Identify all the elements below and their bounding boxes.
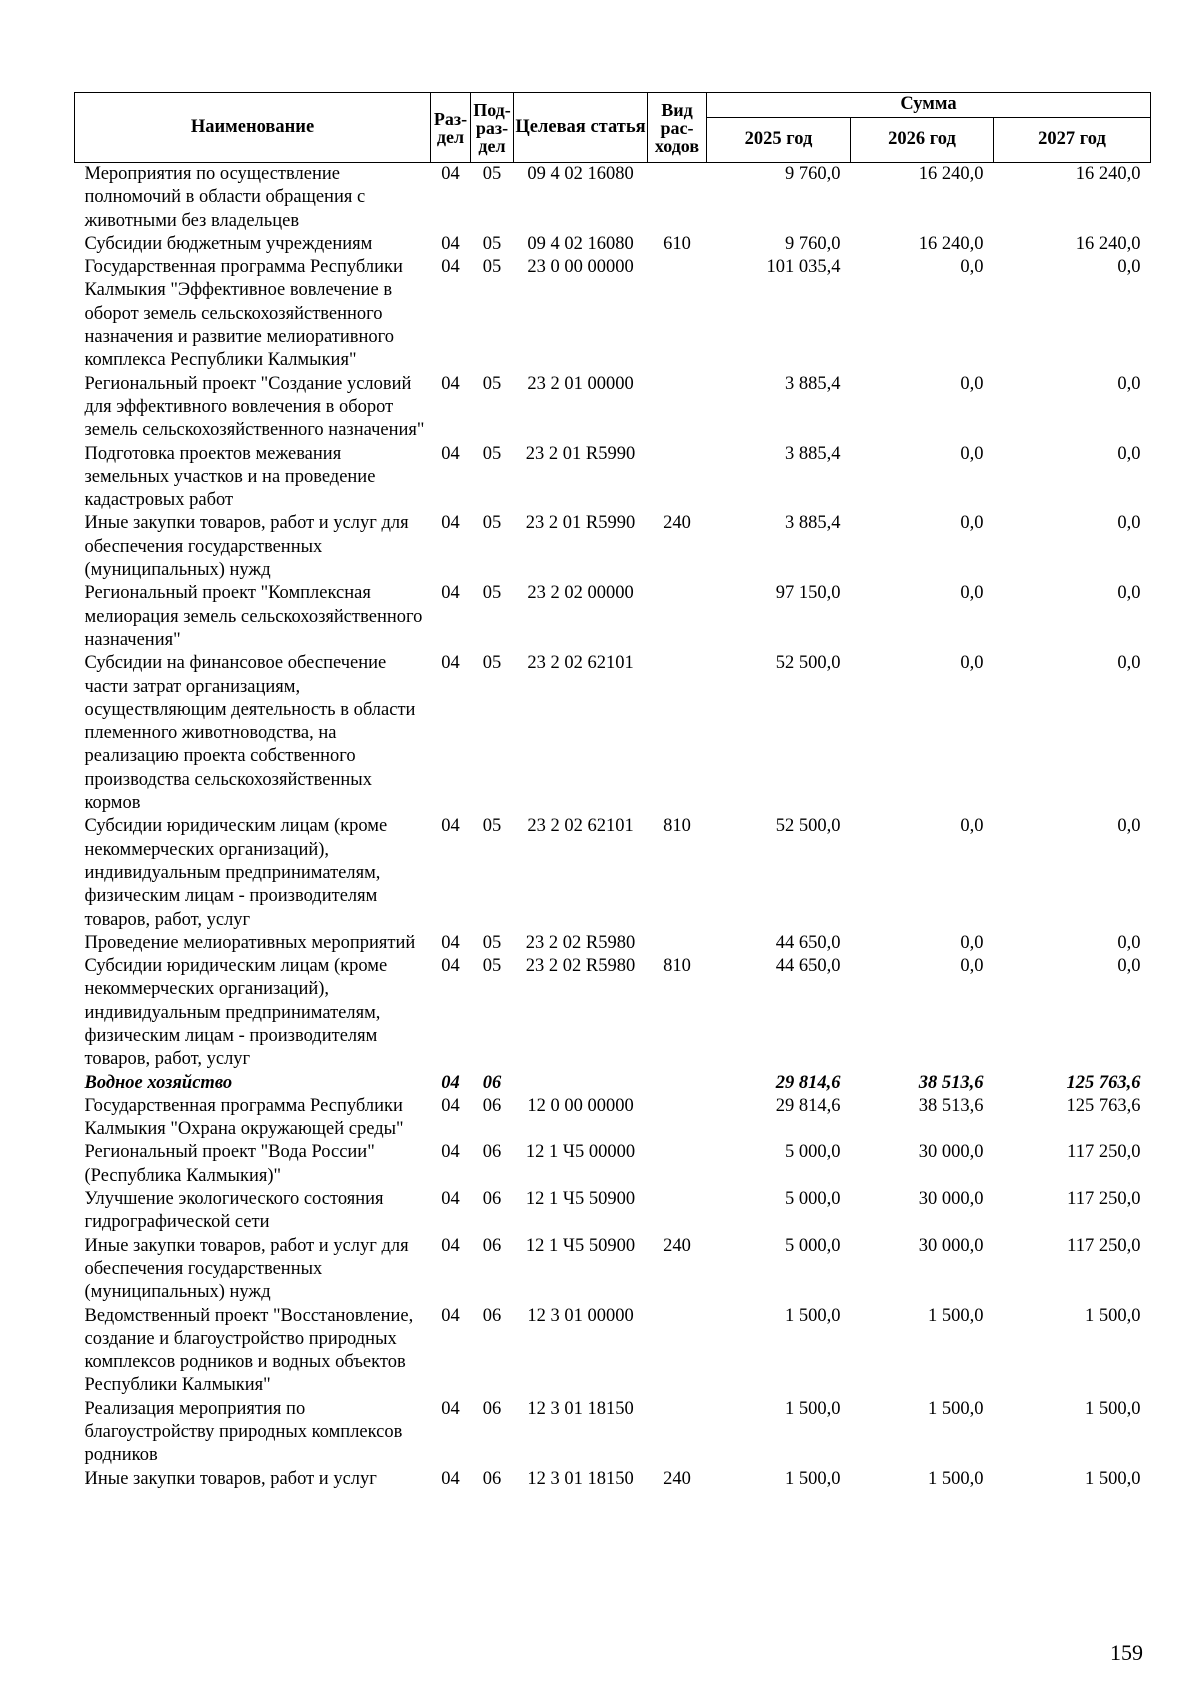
cell-vid bbox=[648, 652, 707, 815]
cell-2026: 38 513,6 bbox=[918, 1095, 984, 1116]
cell-razdel: 04 bbox=[441, 373, 460, 394]
cell-name: Региональный проект "Комплексная мелиорация земель сельскохозяйственного назначения" bbox=[84, 583, 423, 650]
cell-2025: 44 650,0 bbox=[775, 932, 841, 953]
cell-razdel: 04 bbox=[441, 1305, 460, 1326]
cell-podrazdel: 05 bbox=[482, 257, 502, 278]
cell-2026: 0,0 bbox=[960, 653, 984, 674]
cell-2025: 1 500,0 bbox=[785, 1305, 841, 1326]
cell-2025: 44 650,0 bbox=[775, 956, 841, 977]
cell-vid bbox=[648, 1398, 707, 1468]
cell-razdel: 04 bbox=[441, 164, 460, 184]
table-row bbox=[75, 233, 1151, 256]
table-row bbox=[75, 1095, 1151, 1142]
cell-podrazdel: 05 bbox=[482, 583, 502, 604]
cell-2025: 9 760,0 bbox=[785, 233, 841, 254]
table-row bbox=[75, 1305, 1151, 1398]
cell-target: 12 1 Ч5 00000 bbox=[525, 1142, 636, 1163]
cell-vid bbox=[648, 373, 707, 443]
cell-podrazdel: 06 bbox=[482, 1142, 502, 1163]
cell-podrazdel: 06 bbox=[482, 1095, 502, 1116]
cell-name: Региональный проект "Вода России" (Республика Калмыкия)" bbox=[84, 1142, 375, 1186]
cell-2027: 1 500,0 bbox=[1085, 1305, 1141, 1326]
col-header-2025: 2025 год bbox=[707, 118, 851, 163]
budget-table-sheet bbox=[74, 92, 1150, 1491]
table-row bbox=[75, 652, 1151, 815]
cell-2027: 16 240,0 bbox=[1075, 233, 1141, 254]
col-header-2027: 2027 год bbox=[994, 118, 1151, 163]
cell-target: 23 2 02 R5980 bbox=[525, 932, 636, 953]
table-row bbox=[75, 932, 1151, 955]
cell-vid: 610 bbox=[663, 233, 691, 254]
table-row bbox=[75, 582, 1151, 652]
table-row bbox=[75, 1468, 1151, 1491]
cell-podrazdel: 06 bbox=[482, 1189, 502, 1210]
cell-razdel: 04 bbox=[441, 653, 460, 674]
cell-2027: 0,0 bbox=[1117, 956, 1141, 977]
cell-target: 23 2 01 R5990 bbox=[525, 513, 636, 534]
cell-target: 12 3 01 18150 bbox=[527, 1468, 634, 1489]
cell-vid: 810 bbox=[663, 816, 691, 837]
col-header-target: Целевая статья bbox=[514, 93, 648, 163]
cell-razdel: 04 bbox=[441, 583, 460, 604]
cell-2026: 30 000,0 bbox=[918, 1142, 984, 1163]
cell-target: 09 4 02 16080 bbox=[527, 233, 634, 254]
cell-razdel: 04 bbox=[441, 1095, 460, 1116]
cell-razdel: 04 bbox=[441, 257, 460, 278]
cell-vid bbox=[648, 163, 707, 233]
cell-2025: 29 814,6 bbox=[775, 1072, 841, 1093]
cell-2026: 16 240,0 bbox=[918, 233, 984, 254]
cell-2026: 16 240,0 bbox=[918, 164, 984, 184]
cell-2027: 0,0 bbox=[1117, 373, 1141, 394]
cell-2026: 1 500,0 bbox=[928, 1398, 984, 1419]
col-header-razdel: Раз-дел bbox=[431, 93, 471, 163]
cell-target: 12 1 Ч5 50900 bbox=[525, 1189, 636, 1210]
cell-target: 12 3 01 18150 bbox=[527, 1398, 634, 1419]
cell-2026: 0,0 bbox=[960, 932, 984, 953]
cell-2026: 1 500,0 bbox=[928, 1468, 984, 1489]
cell-vid bbox=[648, 256, 707, 372]
cell-2027: 0,0 bbox=[1117, 583, 1141, 604]
cell-2027: 117 250,0 bbox=[1067, 1189, 1141, 1210]
cell-name: Иные закупки товаров, работ и услуг bbox=[84, 1468, 377, 1489]
table-row bbox=[75, 443, 1151, 513]
cell-2025: 97 150,0 bbox=[775, 583, 841, 604]
cell-podrazdel: 05 bbox=[482, 956, 502, 977]
table-row bbox=[75, 1235, 1151, 1305]
cell-target: 23 2 02 62101 bbox=[527, 816, 634, 837]
col-header-vid: Вид рас-ходов bbox=[648, 93, 707, 163]
table-header bbox=[75, 93, 1151, 163]
cell-name: Субсидии юридическим лицам (кроме некоммерческих организаций), индивидуальным предпринимателям, физическим лицам - производителям товаров, работ, услуг bbox=[84, 816, 388, 930]
cell-2025: 29 814,6 bbox=[775, 1095, 841, 1116]
cell-razdel: 04 bbox=[441, 1142, 460, 1163]
cell-podrazdel: 06 bbox=[482, 1072, 502, 1093]
cell-razdel: 04 bbox=[441, 932, 460, 953]
table-row bbox=[75, 1072, 1151, 1095]
cell-vid bbox=[648, 443, 707, 513]
cell-target: 12 3 01 00000 bbox=[527, 1305, 634, 1326]
cell-2026: 0,0 bbox=[960, 816, 984, 837]
cell-2027: 16 240,0 bbox=[1075, 164, 1141, 184]
cell-2025: 3 885,4 bbox=[785, 373, 841, 394]
cell-2027: 117 250,0 bbox=[1067, 1235, 1141, 1256]
cell-target: 23 2 01 00000 bbox=[527, 373, 634, 394]
cell-2025: 101 035,4 bbox=[766, 257, 841, 278]
cell-2027: 0,0 bbox=[1117, 443, 1141, 464]
cell-2027: 117 250,0 bbox=[1067, 1142, 1141, 1163]
cell-name: Мероприятия по осуществление полномочий в области обращения с животными без владельцев bbox=[84, 164, 366, 231]
cell-podrazdel: 06 bbox=[482, 1235, 502, 1256]
cell-name: Субсидии юридическим лицам (кроме некоммерческих организаций), индивидуальным предпринимателям, физическим лицам - производителям товаров, работ, услуг bbox=[84, 956, 388, 1070]
cell-name: Подготовка проектов межевания земельных участков и на проведение кадастровых работ bbox=[84, 443, 376, 511]
cell-2025: 3 885,4 bbox=[785, 513, 841, 534]
cell-2027: 1 500,0 bbox=[1085, 1468, 1141, 1489]
cell-vid bbox=[648, 1072, 707, 1095]
cell-target: 23 2 02 00000 bbox=[527, 583, 634, 604]
cell-2025: 5 000,0 bbox=[785, 1189, 841, 1210]
cell-razdel: 04 bbox=[441, 233, 460, 254]
cell-2026: 30 000,0 bbox=[918, 1189, 984, 1210]
cell-vid: 810 bbox=[663, 956, 691, 977]
cell-2026: 0,0 bbox=[960, 257, 984, 278]
cell-razdel: 04 bbox=[441, 513, 460, 534]
cell-podrazdel: 05 bbox=[482, 443, 502, 464]
cell-vid bbox=[648, 1305, 707, 1398]
cell-2027: 1 500,0 bbox=[1085, 1398, 1141, 1419]
cell-2025: 1 500,0 bbox=[785, 1468, 841, 1489]
cell-vid bbox=[648, 582, 707, 652]
col-header-name: Наименование bbox=[75, 93, 431, 163]
cell-target: 23 2 02 62101 bbox=[527, 653, 634, 674]
col-header-2026: 2026 год bbox=[851, 118, 994, 163]
cell-razdel: 04 bbox=[441, 956, 460, 977]
table-row bbox=[75, 1398, 1151, 1468]
table-body bbox=[75, 163, 1151, 1491]
cell-2027: 125 763,6 bbox=[1066, 1095, 1141, 1116]
cell-vid: 240 bbox=[663, 1235, 691, 1256]
cell-podrazdel: 05 bbox=[482, 233, 502, 254]
cell-target: 12 1 Ч5 50900 bbox=[525, 1235, 636, 1256]
cell-podrazdel: 05 bbox=[482, 653, 502, 674]
cell-vid bbox=[648, 1095, 707, 1142]
cell-podrazdel: 05 bbox=[482, 513, 502, 534]
cell-2025: 1 500,0 bbox=[785, 1398, 841, 1419]
page-number: 159 bbox=[1110, 1640, 1143, 1665]
cell-2026: 30 000,0 bbox=[918, 1235, 984, 1256]
cell-name: Государственная программа Республики Калмыкия "Эффективное вовлечение в оборот земель сельскохозяйственного назначения и развитие мелиоративного комплекса Республики Калмыкия" bbox=[84, 257, 403, 371]
cell-name: Субсидии бюджетным учреждениям bbox=[84, 233, 373, 254]
table-row bbox=[75, 1141, 1151, 1188]
cell-2025: 9 760,0 bbox=[785, 164, 841, 184]
cell-2027: 0,0 bbox=[1117, 257, 1141, 278]
cell-razdel: 04 bbox=[441, 1235, 460, 1256]
cell-name: Улучшение экологического состояния гидрографической сети bbox=[84, 1189, 384, 1233]
cell-2027: 125 763,6 bbox=[1066, 1072, 1141, 1093]
table-row bbox=[75, 815, 1151, 931]
cell-2025: 52 500,0 bbox=[775, 816, 841, 837]
table-row bbox=[75, 163, 1151, 233]
col-header-podrazdel: Под-раз-дел bbox=[471, 93, 514, 163]
cell-target: 23 0 00 00000 bbox=[527, 257, 634, 278]
cell-2025: 5 000,0 bbox=[785, 1235, 841, 1256]
cell-2027: 0,0 bbox=[1117, 513, 1141, 534]
cell-2026: 0,0 bbox=[960, 583, 984, 604]
cell-vid bbox=[648, 932, 707, 955]
cell-name: Государственная программа Республики Калмыкия "Охрана окружающей среды" bbox=[84, 1095, 404, 1140]
table-row bbox=[75, 512, 1151, 582]
cell-2025: 3 885,4 bbox=[785, 443, 841, 464]
cell-2026: 38 513,6 bbox=[918, 1072, 984, 1093]
cell-target: 12 0 00 00000 bbox=[527, 1095, 634, 1116]
cell-podrazdel: 06 bbox=[482, 1398, 502, 1419]
cell-name: Иные закупки товаров, работ и услуг для обеспечения государственных (муниципальных) нужд bbox=[84, 1235, 409, 1303]
cell-name: Иные закупки товаров, работ и услуг для обеспечения государственных (муниципальных) нужд bbox=[84, 513, 409, 581]
cell-2027: 0,0 bbox=[1117, 653, 1141, 674]
cell-name: Субсидии на финансовое обеспечение части затрат организациям, осуществляющим деятельность в области племенного животноводства, на реализацию проекта собственного производства сельскохозяйственных кормов bbox=[84, 653, 416, 814]
cell-podrazdel: 06 bbox=[482, 1468, 502, 1489]
cell-razdel: 04 bbox=[441, 1468, 460, 1489]
cell-name: Региональный проект "Создание условий для эффективного вовлечения в оборот земель сельскохозяйственного назначения" bbox=[84, 373, 425, 441]
cell-2025: 5 000,0 bbox=[785, 1142, 841, 1163]
cell-2026: 1 500,0 bbox=[928, 1305, 984, 1326]
cell-vid: 240 bbox=[663, 513, 691, 534]
table-row bbox=[75, 256, 1151, 372]
cell-vid bbox=[648, 1188, 707, 1235]
cell-name: Водное хозяйство bbox=[84, 1072, 233, 1093]
cell-2026: 0,0 bbox=[960, 513, 984, 534]
cell-2026: 0,0 bbox=[960, 443, 984, 464]
cell-name: Ведомственный проект "Восстановление, создание и благоустройство природных комплексов родников и водных объектов Республики Калмыкия" bbox=[84, 1305, 414, 1396]
cell-2025: 52 500,0 bbox=[775, 653, 841, 674]
cell-2026: 0,0 bbox=[960, 373, 984, 394]
cell-podrazdel: 05 bbox=[482, 932, 502, 953]
cell-podrazdel: 05 bbox=[482, 164, 502, 184]
cell-2026: 0,0 bbox=[960, 956, 984, 977]
cell-razdel: 04 bbox=[441, 1189, 460, 1210]
table-row bbox=[75, 955, 1151, 1071]
cell-name: Реализация мероприятия по благоустройству природных комплексов родников bbox=[84, 1398, 403, 1466]
cell-podrazdel: 05 bbox=[482, 373, 502, 394]
cell-razdel: 04 bbox=[441, 1072, 460, 1093]
cell-vid bbox=[648, 1141, 707, 1188]
cell-razdel: 04 bbox=[441, 443, 460, 464]
cell-2027: 0,0 bbox=[1117, 816, 1141, 837]
table-row bbox=[75, 373, 1151, 443]
cell-podrazdel: 05 bbox=[482, 816, 502, 837]
cell-vid: 240 bbox=[663, 1468, 691, 1489]
cell-target: 09 4 02 16080 bbox=[527, 164, 634, 184]
cell-name: Проведение мелиоративных мероприятий bbox=[84, 932, 416, 953]
table-row bbox=[75, 1188, 1151, 1235]
cell-podrazdel: 06 bbox=[482, 1305, 502, 1326]
budget-table bbox=[74, 92, 1151, 1491]
cell-razdel: 04 bbox=[441, 816, 460, 837]
cell-2027: 0,0 bbox=[1117, 932, 1141, 953]
cell-target: 23 2 02 R5980 bbox=[525, 956, 636, 977]
cell-target: 23 2 01 R5990 bbox=[525, 443, 636, 464]
cell-razdel: 04 bbox=[441, 1398, 460, 1419]
col-header-sum: Сумма bbox=[707, 93, 1151, 118]
cell-target bbox=[514, 1072, 648, 1095]
